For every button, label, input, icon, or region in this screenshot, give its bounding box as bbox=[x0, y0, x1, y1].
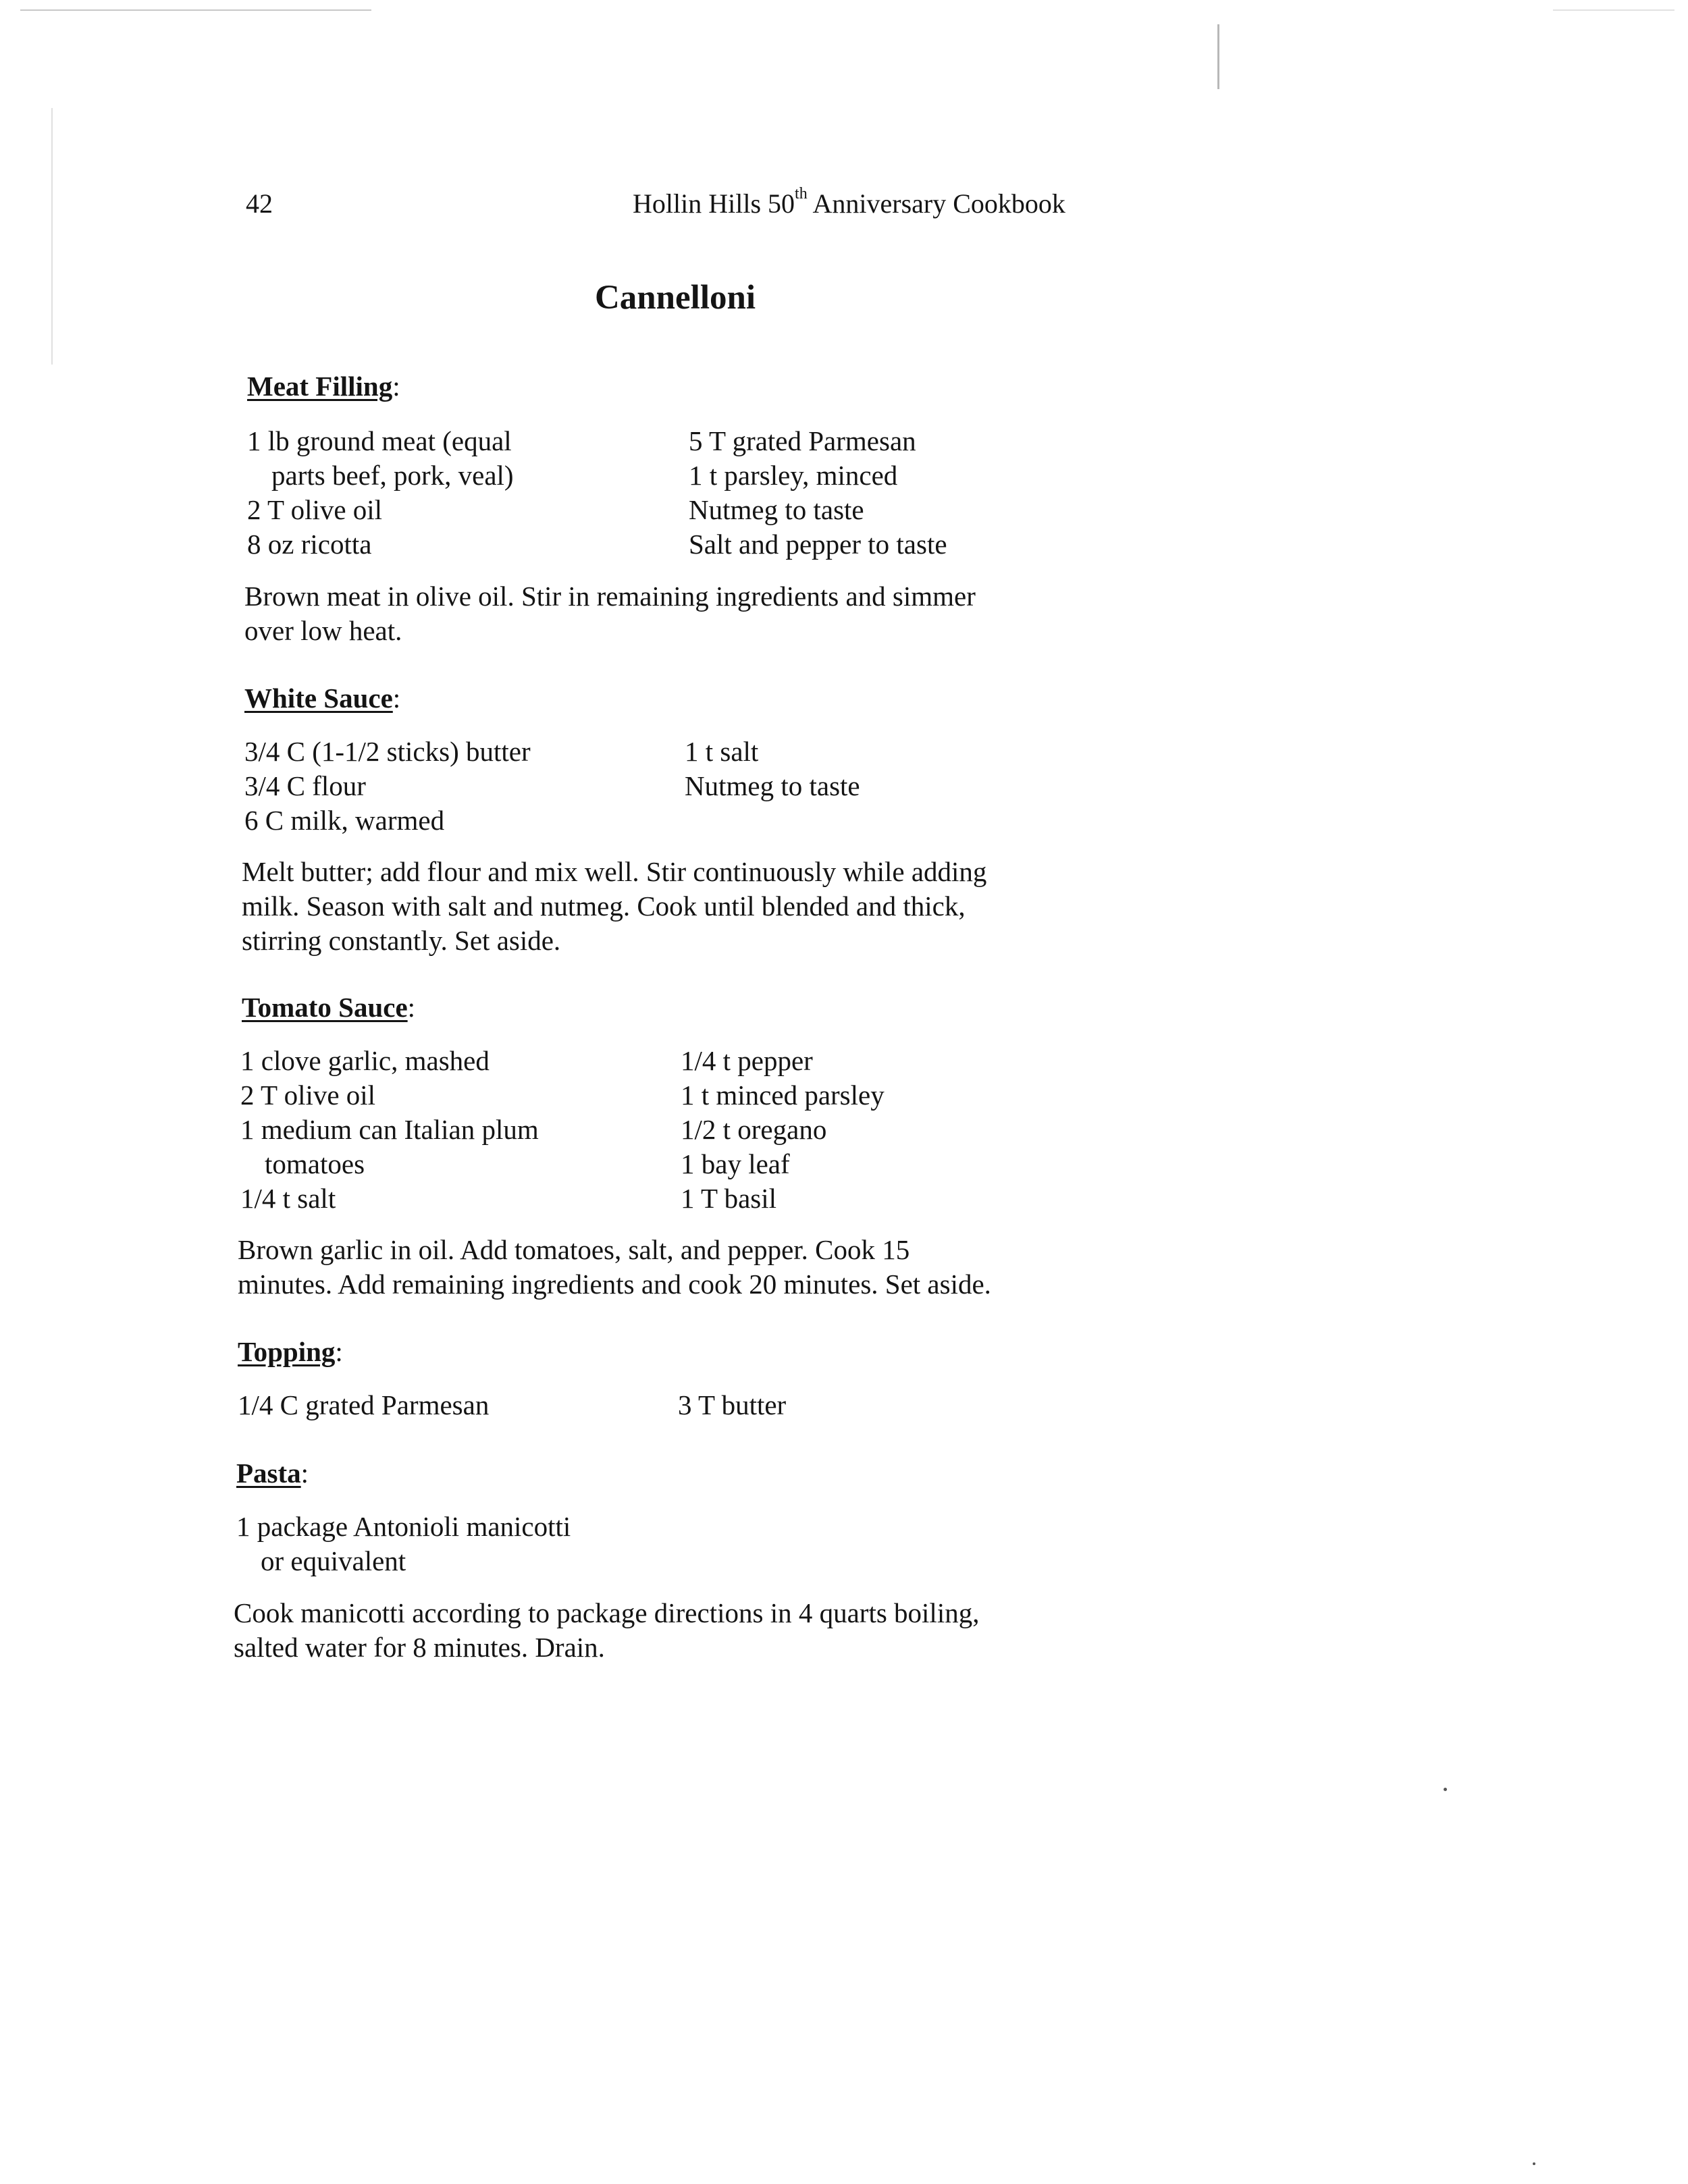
heading-colon: : bbox=[407, 992, 416, 1023]
instruction-line: over low heat. bbox=[244, 615, 402, 646]
page-number: 42 bbox=[246, 188, 273, 219]
instruction-line: Cook manicotti according to package directions in 4 quarts boiling, bbox=[234, 1597, 980, 1628]
instruction-line: Brown meat in olive oil. Stir in remaining ingredients and simmer bbox=[244, 581, 976, 612]
running-head-prefix: Hollin Hills 50 bbox=[633, 188, 795, 219]
instructions-pasta bbox=[234, 1596, 979, 1665]
scan-edge-line bbox=[1553, 9, 1674, 11]
ingredient-line: 3/4 C flour bbox=[244, 770, 366, 801]
ingredient-line: 2 T olive oil bbox=[240, 1080, 376, 1111]
ingredient-line: tomatoes bbox=[265, 1148, 365, 1179]
ingredients-left-meat-filling bbox=[247, 424, 514, 562]
running-head-superscript: th bbox=[795, 185, 808, 203]
ingredient-line: Nutmeg to taste bbox=[689, 494, 864, 525]
instruction-line: milk. Season with salt and nutmeg. Cook until blended and thick, bbox=[242, 890, 966, 922]
scan-edge-line bbox=[1217, 24, 1219, 89]
ingredient-line: 1 bay leaf bbox=[681, 1148, 790, 1179]
ingredient-line: 3 T butter bbox=[678, 1389, 787, 1420]
ingredients-left-topping bbox=[238, 1388, 489, 1422]
section-heading-meat-filling bbox=[247, 370, 400, 402]
ingredients-right-topping bbox=[678, 1388, 786, 1422]
ingredients-right-meat-filling bbox=[689, 424, 947, 562]
ingredient-line: 8 oz ricotta bbox=[247, 529, 372, 560]
instruction-line: salted water for 8 minutes. Drain. bbox=[234, 1632, 605, 1663]
instructions-white-sauce bbox=[242, 855, 986, 958]
instruction-line: stirring constantly. Set aside. bbox=[242, 925, 561, 956]
instructions-meat-filling bbox=[244, 579, 976, 648]
ingredient-line: 1/4 t pepper bbox=[681, 1045, 813, 1076]
heading-text: Tomato Sauce bbox=[242, 992, 408, 1023]
scan-speck bbox=[1533, 2162, 1535, 2165]
ingredients-right-tomato-sauce bbox=[681, 1044, 885, 1216]
scan-speck bbox=[1444, 1788, 1447, 1791]
ingredient-line: 1 package Antonioli manicotti bbox=[236, 1511, 571, 1542]
instructions-tomato-sauce bbox=[238, 1233, 991, 1302]
ingredient-line: 1 t parsley, minced bbox=[689, 460, 898, 491]
ingredient-line: 2 T olive oil bbox=[247, 494, 383, 525]
scan-edge-line bbox=[20, 9, 371, 11]
ingredient-line: Nutmeg to taste bbox=[685, 770, 860, 801]
ingredients-left-pasta bbox=[236, 1510, 571, 1578]
section-heading-tomato-sauce bbox=[242, 991, 415, 1023]
heading-text: Meat Filling bbox=[247, 371, 393, 402]
ingredient-line: 1/4 C grated Parmesan bbox=[238, 1389, 490, 1420]
heading-colon: : bbox=[300, 1458, 309, 1489]
heading-text: Topping bbox=[238, 1336, 336, 1367]
ingredients-right-white-sauce bbox=[685, 735, 860, 803]
recipe-title: Cannelloni bbox=[594, 279, 756, 317]
instruction-line: minutes. Add remaining ingredients and cook 20 minutes. Set aside. bbox=[238, 1269, 991, 1300]
scan-edge-line bbox=[51, 108, 53, 365]
ingredient-line: 1 clove garlic, mashed bbox=[240, 1045, 490, 1076]
ingredient-line: or equivalent bbox=[261, 1545, 406, 1576]
ingredient-line: 6 C milk, warmed bbox=[244, 805, 445, 836]
ingredient-line: 1/4 t salt bbox=[240, 1183, 336, 1214]
heading-colon: : bbox=[392, 371, 400, 402]
section-heading-pasta bbox=[236, 1457, 309, 1489]
ingredient-line: 1 t minced parsley bbox=[681, 1080, 885, 1111]
ingredient-line: 1 T basil bbox=[681, 1183, 776, 1214]
ingredients-left-tomato-sauce bbox=[240, 1044, 539, 1216]
ingredient-line: 3/4 C (1-1/2 sticks) butter bbox=[244, 736, 531, 767]
ingredient-line: parts beef, pork, veal) bbox=[271, 460, 514, 491]
ingredient-line: 5 T grated Parmesan bbox=[689, 425, 916, 456]
heading-colon: : bbox=[335, 1336, 343, 1367]
heading-text: Pasta bbox=[236, 1458, 301, 1489]
instruction-line: Melt butter; add flour and mix well. Stir continuously while adding bbox=[242, 856, 987, 887]
ingredient-line: Salt and pepper to taste bbox=[689, 529, 947, 560]
ingredient-line: 1/2 t oregano bbox=[681, 1114, 827, 1145]
ingredients-left-white-sauce bbox=[244, 735, 531, 838]
running-head-suffix: Anniversary Cookbook bbox=[807, 188, 1065, 219]
section-heading-topping bbox=[238, 1335, 343, 1368]
ingredient-line: 1 medium can Italian plum bbox=[240, 1114, 539, 1145]
ingredient-line: 1 t salt bbox=[685, 736, 759, 767]
ingredient-line: 1 lb ground meat (equal bbox=[247, 425, 512, 456]
instruction-line: Brown garlic in oil. Add tomatoes, salt, and pepper. Cook 15 bbox=[238, 1234, 910, 1265]
heading-text: White Sauce bbox=[244, 683, 393, 714]
heading-colon: : bbox=[392, 683, 401, 714]
section-heading-white-sauce bbox=[244, 682, 400, 714]
running-head bbox=[633, 185, 1065, 219]
